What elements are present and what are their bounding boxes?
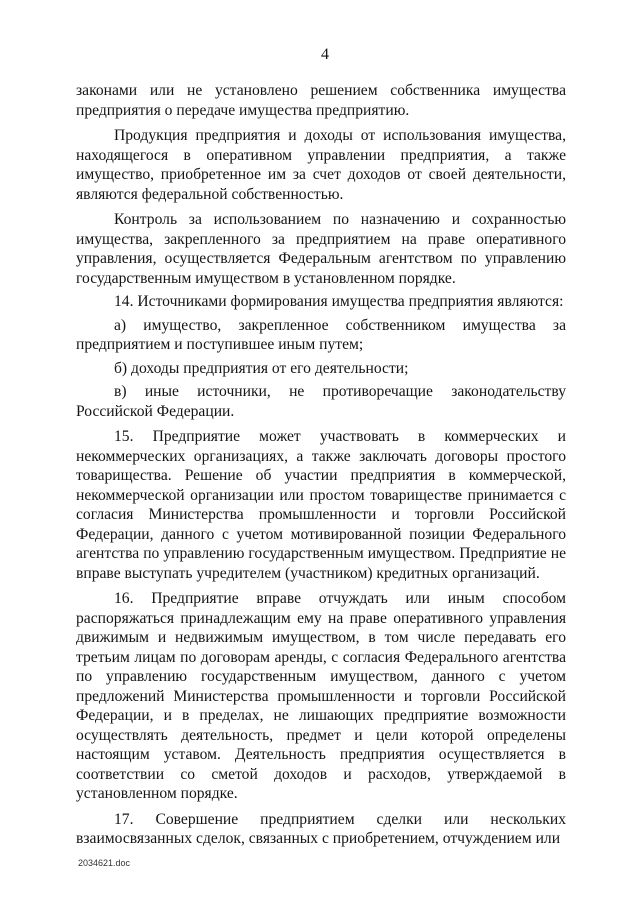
paragraph-item-16: 16. Предприятие вправе отчуждать или иным способом распоряжаться принадлежащим ему на праве оперативного управления движимым и недвижимым имуществом, в том числе передавать его третьим лицам по договорам аренды, с согласия Федерального агентства по управлению государственным имуществом, данного с учетом предложений Министерства промышленности и торговли Российской Федерации, и в пределах, не лишающих предприятие возможности осуществлять деятельность, предмет и цели которой определены настоящим уставом. Деятельность предприятия осуществляется в соответствии со сметой доходов и расходов, утверждаемой в установленном порядке. [76,590,566,802]
page-number: 4 [321,46,329,63]
paragraph-item-14a: а) имущество, закрепленное собственником имущества за предприятием и поступившее иным путем; [76,316,566,353]
footer-filename: 2034621.doc [78,858,131,868]
paragraph-item-14: 14. Источниками формирования имущества предприятия являются: [114,293,564,310]
paragraph-item-14c: в) иные источники, не противоречащие законодательству Российской Федерации. [76,383,566,420]
paragraph-item-15: 15. Предприятие может участвовать в коммерческих и некоммерческих организациях, а также заключать договоры простого товарищества. Решение об участии предприятия в коммерческой, некоммерческой организации или простом товариществе принимается с согласия Министерства промышленности и торговли Российской Федерации, данного с учетом мотивированной позиции Федерального агентства по управлению государственным имуществом. Предприятие не вправе выступать учредителем (участником) кредитных организаций. [76,428,566,582]
paragraph-control: Контроль за использованием по назначению и сохранностью имущества, закрепленного за предприятием на праве оперативного управления, осуществляется Федеральным агентством по управлению государственным имуществом в установленном порядке. [76,211,566,287]
paragraph-continuation: законами или не установлено решением собственника имущества предприятия о передаче имущества предприятию. [76,82,566,119]
paragraph-item-17: 17. Совершение предприятием сделки или нескольких взаимосвязанных сделок, связанных с приобретением, отчуждением или [76,810,566,847]
paragraph-item-14b: б) доходы предприятия от его деятельности; [114,359,409,377]
paragraph-products-income: Продукция предприятия и доходы от использования имущества, находящегося в оперативном управлении предприятия, а также имущество, приобретенное им за счет доходов от своей деятельности, являются федеральной собственностью. [76,127,566,203]
